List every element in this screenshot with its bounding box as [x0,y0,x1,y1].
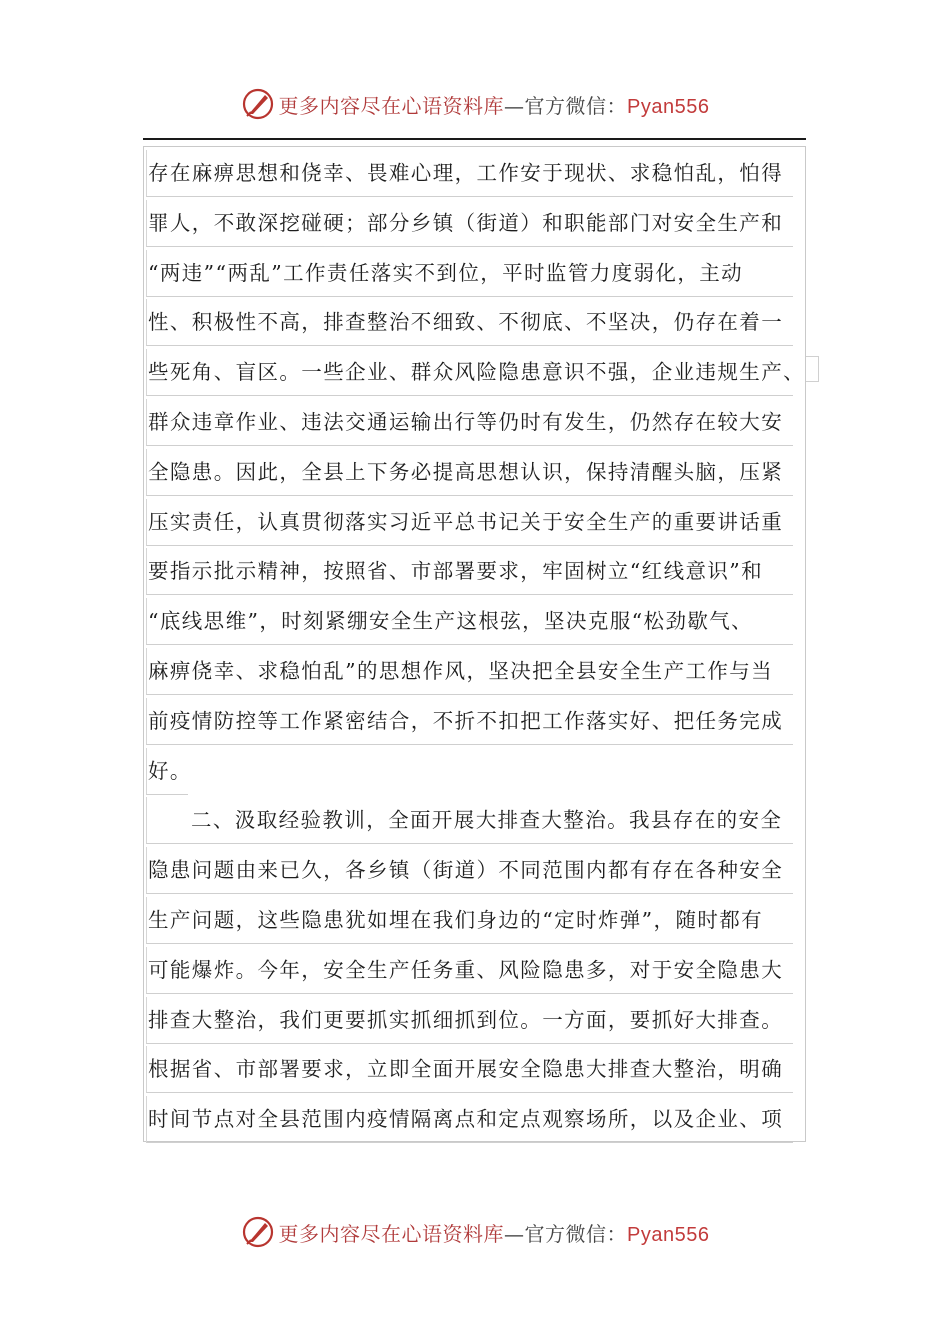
line-text: 生产问题，这些隐患犹如埋在我们身边的“定时炸弹”，随时都有 [146,897,793,944]
quill-logo-icon [241,87,275,121]
document-body [146,150,806,1146]
text-line [146,997,806,1047]
line-text: 压实责任，认真贯彻落实习近平总书记关于安全生产的重要讲话重 [146,499,793,546]
line-text: 二、汲取经验教训，全面开展大排查大整治。我县存在的安全 [146,797,793,844]
text-line [146,1046,806,1096]
line-text: 隐患问题由来已久，各乡镇（街道）不同范围内都有存在各种安全 [146,847,793,894]
text-line [146,698,806,748]
line-text: 罪人，不敢深挖碰硬；部分乡镇（街道）和职能部门对安全生产和 [146,200,793,247]
banner-wechat-id: Pyan556 [627,95,710,118]
text-line [146,748,806,798]
text-line [146,897,806,947]
line-text: 前疫情防控等工作紧密结合，不折不扣把工作落实好、把任务完成 [146,698,793,745]
banner-text [279,90,710,119]
banner-separator: — [504,93,525,118]
text-line [146,499,806,549]
footer-main-text: 更多内容尽在心语资料库 [278,1221,505,1246]
line-text: 排查大整治，我们更要抓实抓细抓到位。一方面，要抓好大排查。 [146,997,793,1044]
text-line [146,797,806,847]
text-line [146,449,806,499]
line-text: 可能爆炸。今年，安全生产任务重、风险隐患多，对于安全隐患大 [146,947,793,994]
text-line [146,200,806,250]
text-line [146,349,806,399]
footer-banner [0,1212,950,1252]
margin-mark [806,356,819,382]
footer-banner-text [279,1218,710,1247]
text-line [146,598,806,648]
footer-wechat-label: 官方微信： [524,1221,628,1246]
line-text: 时间节点对全县范围内疫情隔离点和定点观察场所，以及企业、项 [146,1096,793,1143]
text-line [146,150,806,200]
banner-wechat-label: 官方微信： [524,93,628,118]
line-text: 存在麻痹思想和侥幸、畏难心理，工作安于现状、求稳怕乱，怕得 [146,150,793,197]
line-text: “两违”“两乱”工作责任落实不到位，平时监管力度弱化，主动 [146,250,793,297]
line-text: 些死角、盲区。一些企业、群众风险隐患意识不强，企业违规生产、 [146,349,793,396]
header-banner [0,84,950,124]
text-line [146,399,806,449]
line-text: 好。 [146,748,188,795]
line-text: 要指示批示精神，按照省、市部署要求，牢固树立“红线意识”和 [146,548,793,595]
line-text: 根据省、市部署要求，立即全面开展安全隐患大排查大整治，明确 [146,1046,793,1093]
text-line [146,250,806,300]
header-rule [143,138,806,140]
footer-separator: — [504,1221,525,1246]
banner-main-text: 更多内容尽在心语资料库 [278,93,505,118]
text-line [146,847,806,897]
line-text: 群众违章作业、违法交通运输出行等仍时有发生，仍然存在较大安 [146,399,793,446]
line-text: “底线思维”，时刻紧绷安全生产这根弦，坚决克服“松劲歇气、 [146,598,793,645]
line-text: 麻痹侥幸、求稳怕乱”的思想作风，坚决把全县安全生产工作与当 [146,648,793,695]
footer-wechat-id: Pyan556 [627,1223,710,1246]
text-line [146,648,806,698]
text-line [146,299,806,349]
quill-logo-icon [241,1215,275,1249]
text-line [146,947,806,997]
text-line [146,1096,806,1146]
text-line [146,548,806,598]
line-text: 全隐患。因此，全县上下务必提高思想认识，保持清醒头脑，压紧 [146,449,793,496]
line-text: 性、积极性不高，排查整治不细致、不彻底、不坚决，仍存在着一 [146,299,793,346]
